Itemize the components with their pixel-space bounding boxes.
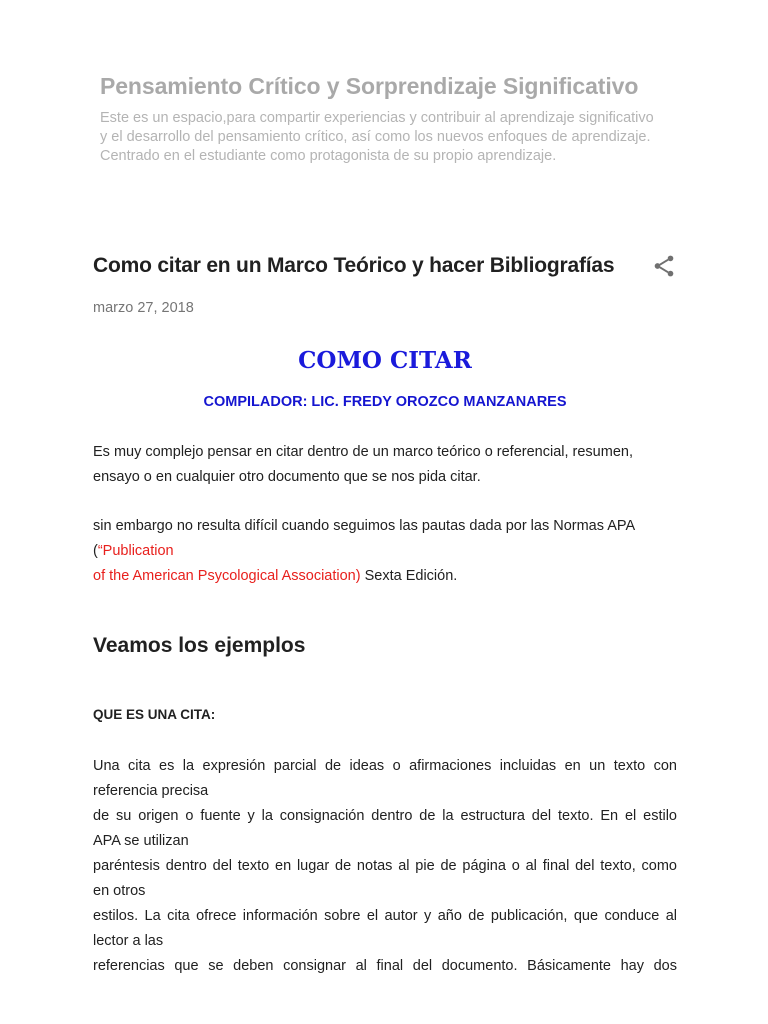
blog-description: Este es un espacio,para compartir experiencias y contribuir al aprendizaje significativo y el desarrollo del pensamiento crítico, así como los nuevos enfoques de aprendizaje. Centrado en el estudiante como protagonista de su propio aprendizaje. [100,110,654,164]
cita-line: estilos. La cita ofrece información sobre el autor y año de publicación, que conduce al [93,908,677,924]
que-es-cita-label: QUE ES UNA CITA: [93,707,216,722]
apa-publication-red: “Publication [97,543,174,559]
post-date[interactable]: marzo 27, 2018 [93,300,194,316]
cita-line: referencias que se deben consignar al final del documento. Básicamente hay dos [93,958,677,974]
cita-line: de su origen o fuente y la consignación dentro de la estructura del texto. En el estilo [93,808,677,824]
apa-paren: ( [93,543,98,559]
cita-line: en otros [93,883,146,899]
post [93,250,677,979]
cita-line: APA se utilizan [93,833,189,849]
apa-paragraph [93,514,677,589]
cita-paragraph [93,754,677,979]
cita-line: lector a las [93,933,164,949]
cita-line: Una cita es la expresión parcial de ideas o afirmaciones incluidas en un texto con [93,758,677,774]
post-title-row [93,250,677,282]
compiler-line: COMPILADOR: LIC. FREDY OROZCO MANZANARES [203,394,567,410]
apa-association-red: of the American Psycological Association) [93,568,361,584]
section-heading: COMO CITAR [298,347,472,374]
post-title[interactable]: Como citar en un Marco Teórico y hacer Bibliografías [93,254,615,277]
apa-paragraph-text: sin embargo no resulta difícil cuando seguimos las pautas dada por las Normas APA [93,518,636,534]
apa-edition: Sexta Edición. [360,568,458,584]
examples-heading: Veamos los ejemplos [93,634,306,657]
blog-title[interactable]: Pensamiento Crítico y Sorprendizaje Significativo [100,73,639,99]
share-icon[interactable] [651,253,677,279]
blog-header [100,70,660,166]
cita-line: paréntesis dentro del texto en lugar de notas al pie de página o al final del texto, como [93,858,677,874]
cita-line: referencia precisa [93,783,209,799]
intro-paragraph: Es muy complejo pensar en citar dentro de un marco teórico o referencial, resumen, ensayo o en cualquier otro documento que se nos pida citar. [93,444,633,485]
